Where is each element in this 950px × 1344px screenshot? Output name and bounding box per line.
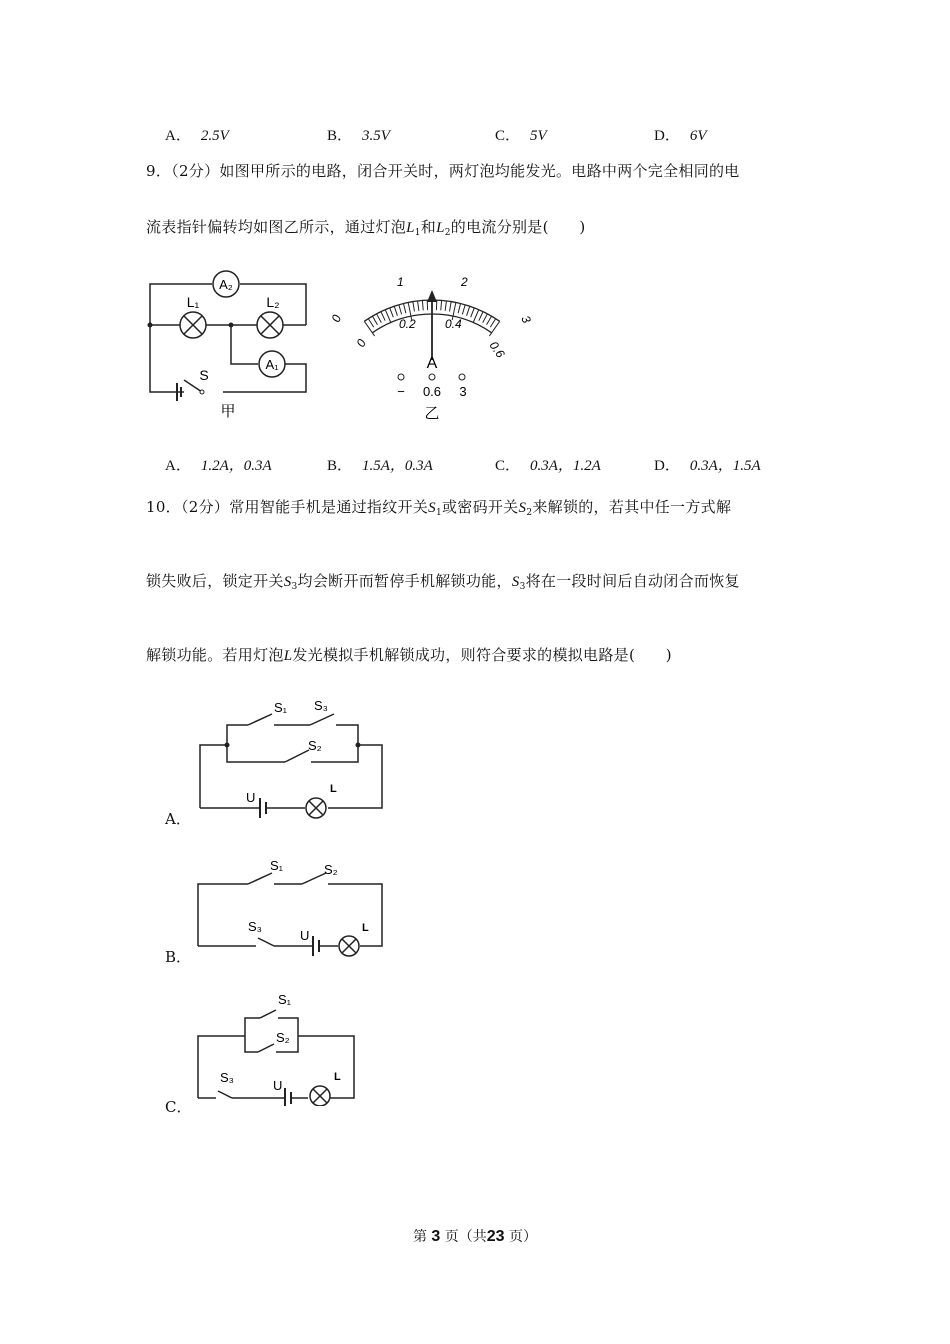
q10-stem-line1: 10．（2分）常用智能手机是通过指纹开关$S_1$或密码开关$S_2$来解锁的，若其中任一方式解 [146, 498, 732, 518]
label-s3: S₃ [314, 698, 328, 713]
q8-option-d-value: 6V [689, 128, 707, 144]
q8-option-d: D． 6V [654, 128, 707, 144]
q10-option-c: C． [165, 1098, 192, 1116]
label-l: L [330, 783, 337, 795]
ammeter-dial-figure-yi [325, 268, 540, 428]
q9-stem-line1: 9．（2分）如图甲所示的电路，闭合开关时，两灯泡均能发光。电路中两个完全相同的电 [146, 162, 740, 180]
dial-tick [399, 305, 402, 315]
dial-tick [458, 304, 460, 314]
q9-stem-line2: 流表指针偏转均如图乙所示，通过灯泡$L_1$和$L_2$的电流分别是( ) [146, 218, 586, 238]
terminal-0.6-label: 0.6 [422, 384, 442, 399]
dial-tick [394, 306, 397, 315]
label-s2: S₂ [276, 1030, 290, 1045]
circuit-figure-jia [140, 262, 320, 422]
lamp-l1-label: L₁ [186, 294, 200, 310]
q9-option-d: D． 0.3A，1.5A [654, 458, 761, 474]
q8-option-a-value: 2.5V [200, 128, 229, 144]
q9-option-c-value: 0.3A，1.2A [530, 458, 601, 474]
dial-tick [372, 316, 377, 325]
junction-dot [229, 323, 234, 328]
terminal-negative-label: − [397, 384, 405, 399]
label-u: U [300, 928, 310, 943]
page-total: 23 [486, 1228, 505, 1245]
label-s3: S₃ [220, 1070, 234, 1085]
switch-s-label: S [199, 367, 209, 383]
ammeter-a1-label: A₁ [265, 357, 279, 372]
dial-tick [364, 321, 374, 336]
scale-bottom-0.2: 0.2 [399, 317, 416, 331]
q10-option-b: B． [165, 948, 192, 966]
label-u: U [246, 790, 256, 805]
q9-option-a-value: 1.2A，0.3A [200, 458, 272, 474]
q9-option-a: A． 1.2A，0.3A [165, 458, 272, 474]
dial-tick [422, 300, 423, 310]
dial-tick [403, 304, 405, 314]
dial-tick [471, 308, 475, 317]
dial-tick [467, 306, 470, 315]
ammeter-a2-label: A₂ [219, 277, 233, 292]
dial-tick [441, 300, 442, 310]
q9-option-c: C． 0.3A，1.2A [495, 458, 601, 474]
dial-tick [413, 302, 415, 312]
dial-tick [445, 301, 446, 311]
scale-top-3: 3 [518, 313, 534, 326]
scale-top-1: 1 [397, 275, 404, 289]
junction-dot [148, 323, 153, 328]
dial-tick [390, 308, 394, 317]
dial-pointer-head [427, 290, 437, 302]
dial-tick [490, 319, 495, 327]
q8-option-c-value: 5V [530, 128, 547, 144]
dial-tick [462, 305, 465, 315]
page-footer: 第 3 页（共23 页） [412, 1228, 538, 1245]
label-s2: S₂ [324, 862, 338, 877]
q8-option-b-value: 3.5V [362, 128, 390, 144]
q8-option-a: A． 2.5V [165, 128, 229, 144]
dial-tick [479, 312, 483, 321]
label-l: L [334, 1071, 341, 1083]
dial-tick [381, 312, 385, 321]
q9-option-b: B． 1.5A，0.3A [327, 458, 433, 474]
scale-bottom-0.4: 0.4 [445, 317, 462, 331]
circuit-option-b [190, 854, 395, 964]
figure-yi-caption: 乙 [424, 405, 440, 422]
terminal-0.6 [429, 374, 435, 380]
q9-option-d-value: 0.3A，1.5A [689, 458, 761, 474]
label-s2: S₂ [308, 738, 322, 753]
label-l: L [362, 922, 369, 934]
dial-tick [487, 316, 492, 325]
dial-tick [483, 314, 488, 323]
terminal-3 [459, 374, 465, 380]
q10-stem-line2: 锁失败后，锁定开关$S_3$均会断开而暂停手机解锁功能，$S_3$将在一段时间后自动闭合而恢复 [146, 572, 740, 592]
scale-top-2: 2 [461, 275, 468, 289]
scale-top-0: 0 [328, 312, 345, 325]
label-s3: S₃ [248, 919, 262, 934]
label-s1: S₁ [270, 858, 284, 873]
circuit-option-a [190, 692, 395, 822]
terminal-3-label: 3 [459, 384, 467, 399]
page-number: 3 [431, 1228, 441, 1245]
lamp-l2-label: L₂ [266, 294, 280, 310]
q10-stem-line3: 解锁功能。若用灯泡L发光模拟手机解锁成功，则符合要求的模拟电路是( ) [146, 646, 672, 664]
label-u: U [273, 1078, 283, 1093]
q9-option-b-value: 1.5A，0.3A [362, 458, 433, 474]
dial-tick [418, 301, 419, 311]
dial-tick [368, 319, 373, 327]
q8-option-c: C． 5V [495, 128, 547, 144]
dial-unit-a: A [426, 355, 438, 372]
q10-option-a: A． [165, 810, 191, 828]
label-s1: S₁ [278, 992, 292, 1007]
terminal-negative [398, 374, 404, 380]
q8-option-b: B． 3.5V [327, 128, 390, 144]
scale-bottom-0: 0 [353, 336, 369, 350]
scale-bottom-0.6: 0.6 [486, 338, 508, 361]
switch-contact [200, 390, 204, 394]
figure-jia-caption: 甲 [220, 403, 236, 420]
dial-tick [377, 314, 382, 323]
dial-tick [385, 310, 391, 323]
dial-tick [473, 310, 479, 323]
dial-tick [489, 321, 499, 336]
dial-tick [450, 302, 452, 312]
label-s1: S₁ [274, 700, 288, 715]
circuit-option-c [190, 988, 365, 1106]
